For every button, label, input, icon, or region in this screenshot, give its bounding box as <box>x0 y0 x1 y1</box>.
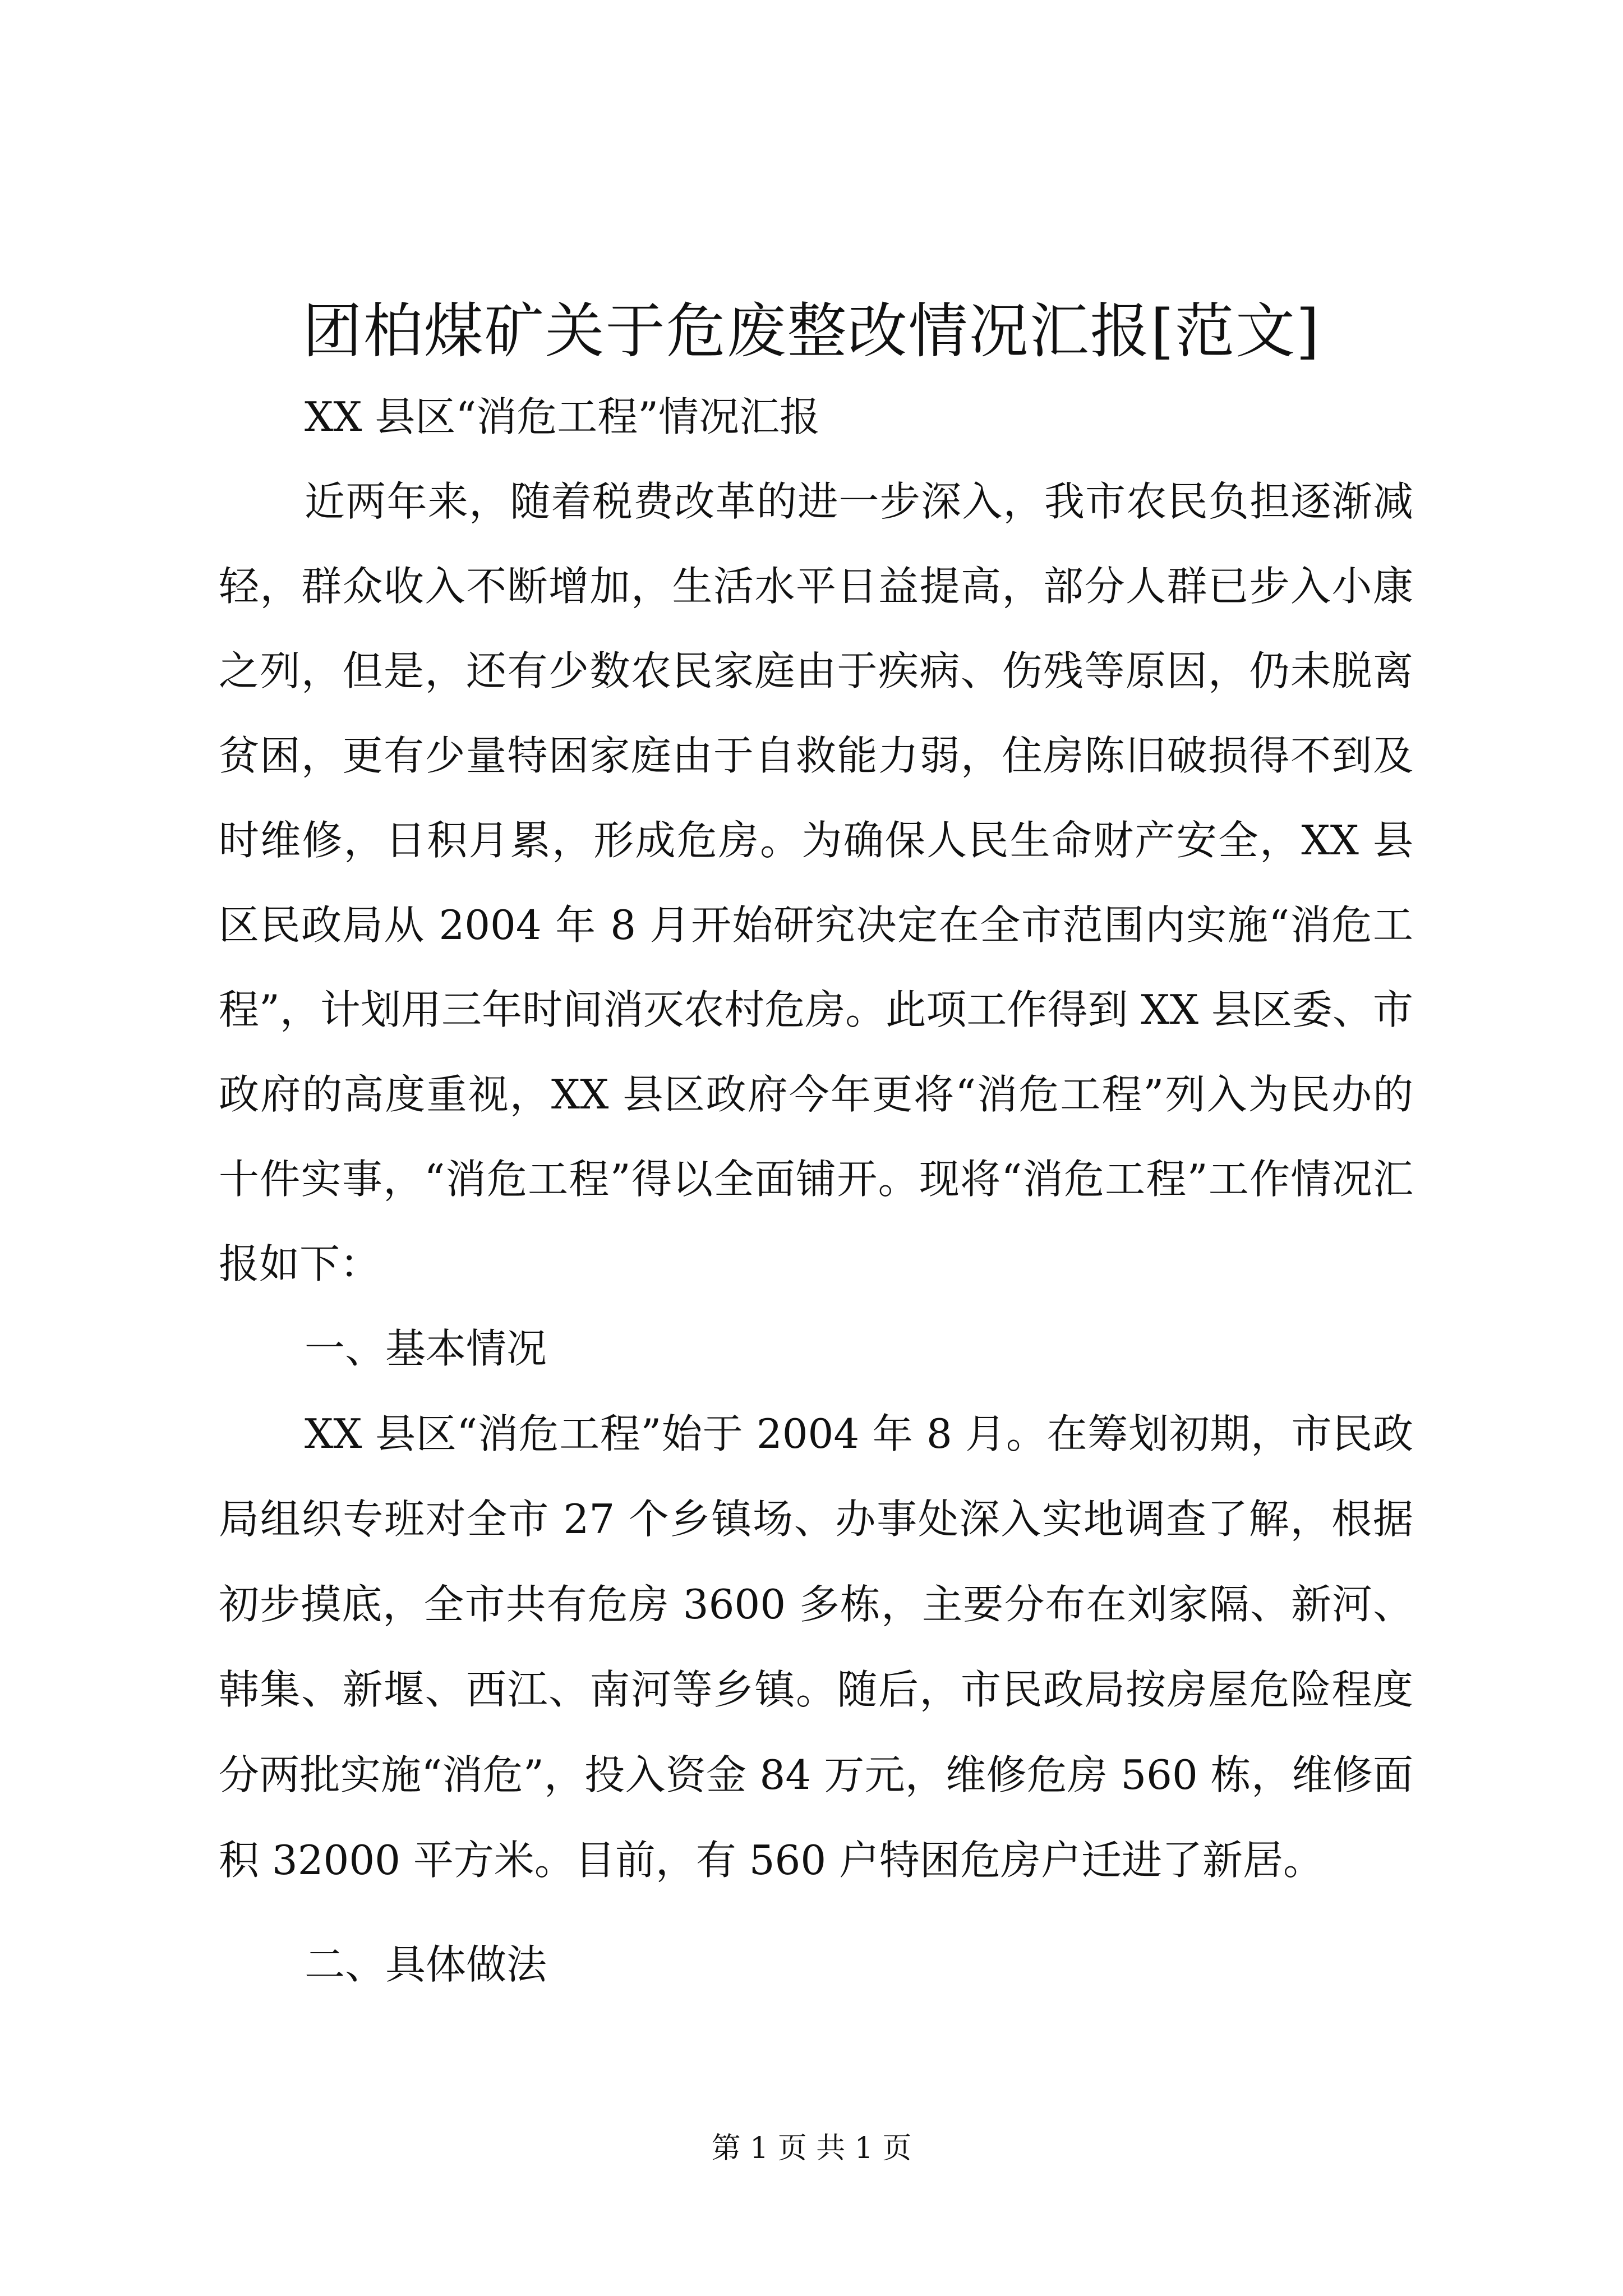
document-body <box>219 375 1413 2007</box>
section-heading-methods: 二、具体做法 <box>305 1941 547 1988</box>
document-title: 团柏煤矿关于危废整改情况汇报[范文] <box>302 297 1321 366</box>
basic-situation-paragraph: XX 县区“消危工程”始于 2004 年 8 月。在筹划初期，市民政局组织专班对全市 27 个乡镇场、办事处深入实地调查了解，根据初步摸底，全市共有危房 3600 多栋，主要分布在刘家隔、新河、韩集、新堰、西江、南河等乡镇。随后，市民政局按房屋危险程度分两批实施“消危”，投入资金 84 万元，维修危房 560 栋，维修面积 32000 平方米。目前，有 560 户特困危房户迁进了新居。 <box>219 1410 1413 1884</box>
section-heading-basic: 一、基本情况 <box>305 1325 547 1372</box>
report-subtitle: XX 县区“消危工程”情况汇报 <box>305 393 820 440</box>
page-footer: 第 1 页 共 1 页 <box>711 2132 912 2165</box>
intro-paragraph: 近两年来，随着税费改革的进一步深入，我市农民负担逐渐减轻，群众收入不断增加，生活水平日益提高，部分人群已步入小康之列，但是，还有少数农民家庭由于疾病、伤残等原因，仍未脱离贫困，更有少量特困家庭由于自救能力弱，住房陈旧破损得不到及时维修，日积月累，形成危房。为确保人民生命财产安全，XX 县区民政局从 2004 年 8 月开始研究决定在全市范围内实施“消危工程”，计划用三年时间消灭农村危房。此项工作得到 XX 县区委、市政府的高度重视，XX 县区政府今年更将“消危工程”列入为民办的十件实事，“消危工程”得以全面铺开。现将“消危工程”工作情况汇报如下： <box>219 478 1413 1287</box>
